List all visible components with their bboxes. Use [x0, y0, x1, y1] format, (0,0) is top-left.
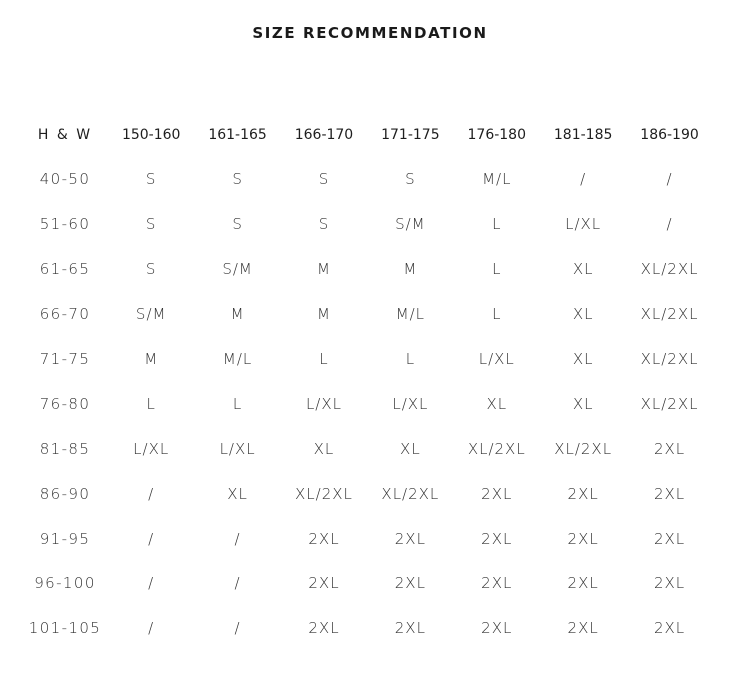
size-cell: 2XL	[567, 484, 599, 503]
size-cell: L/XL	[133, 439, 170, 458]
row-header-weight: 76-80	[39, 394, 91, 413]
table-row	[22, 516, 713, 561]
table-row	[22, 471, 713, 516]
size-cell: 2XL	[394, 574, 426, 593]
size-cell: L	[405, 350, 416, 368]
column-header: 181-185	[553, 127, 613, 143]
column-header: 161-165	[208, 127, 267, 143]
size-cell: M	[317, 260, 331, 279]
size-cell: S	[145, 215, 157, 234]
size-cell: S	[318, 215, 330, 234]
size-cell: 2XL	[653, 619, 686, 638]
table-body	[22, 157, 713, 651]
table-row	[22, 247, 713, 292]
column-header: 186-190	[640, 127, 699, 143]
size-cell: L	[319, 350, 329, 368]
row-header-weight: 86-90	[39, 484, 91, 503]
size-cell: L	[146, 394, 156, 413]
size-cell: S	[145, 260, 157, 279]
size-cell: /	[148, 574, 155, 593]
size-cell: /	[148, 529, 155, 548]
size-cell: M/L	[482, 170, 512, 189]
size-cell: XL/2XL	[640, 260, 699, 279]
size-cell: 2XL	[481, 484, 513, 503]
size-cell: XL/2XL	[640, 350, 699, 368]
table-row	[22, 606, 713, 651]
size-cell: 2XL	[481, 529, 513, 548]
size-cell: M	[230, 305, 245, 324]
row-header-weight: 66-70	[39, 305, 91, 324]
size-cell: 2XL	[567, 529, 599, 548]
size-cell: 2XL	[567, 619, 599, 638]
size-cell: M/L	[395, 305, 426, 324]
size-cell: S/M	[222, 260, 253, 279]
size-cell: /	[234, 619, 241, 638]
size-cell: XL/2XL	[554, 439, 613, 458]
size-cell: XL/2XL	[640, 394, 699, 413]
size-cell: XL	[400, 439, 421, 458]
size-cell: S	[232, 170, 243, 189]
size-cell: L	[492, 305, 502, 324]
size-cell: L	[492, 215, 502, 234]
size-cell: XL/2XL	[467, 439, 526, 458]
column-header: 166-170	[294, 127, 354, 143]
size-cell: 2XL	[653, 439, 686, 458]
size-cell: /	[666, 170, 673, 189]
size-cell: /	[148, 619, 155, 638]
size-cell: 2XL	[653, 574, 686, 593]
size-cell: XL	[572, 260, 594, 279]
size-cell: 2XL	[567, 574, 599, 593]
size-cell: /	[666, 215, 673, 234]
page-title: SIZE RECOMMENDATION	[252, 24, 488, 42]
size-cell: S/M	[135, 305, 167, 324]
size-cell: 2XL	[394, 529, 426, 548]
table-row	[22, 561, 713, 606]
size-cell: 2XL	[481, 619, 513, 638]
size-cell: XL	[572, 350, 594, 368]
size-cell: M	[403, 260, 418, 279]
size-cell: 2XL	[481, 574, 513, 593]
size-cell: M	[317, 305, 331, 324]
size-cell: 2XL	[653, 529, 686, 548]
column-header: 171-175	[381, 127, 440, 143]
table-header-row	[22, 113, 713, 157]
table-row	[22, 381, 713, 426]
column-header: 150-160	[121, 127, 181, 143]
size-cell: 2XL	[308, 529, 340, 548]
table-row	[22, 337, 713, 382]
size-cell: S	[318, 170, 330, 189]
size-recommendation-table	[22, 113, 713, 651]
size-cell: XL/2XL	[640, 305, 699, 324]
size-cell: S	[232, 215, 243, 234]
size-cell: XL/2XL	[295, 484, 353, 503]
size-cell: S/M	[395, 215, 426, 234]
size-cell: 2XL	[394, 619, 426, 638]
row-header-weight: 71-75	[39, 350, 91, 368]
size-cell: /	[148, 484, 155, 503]
size-cell: 2XL	[308, 574, 340, 593]
corner-header: H & W	[37, 127, 93, 143]
row-header-weight: 51-60	[39, 215, 91, 234]
row-header-weight: 91-95	[39, 529, 91, 548]
size-cell: XL	[313, 439, 335, 458]
size-cell: XL	[572, 394, 594, 413]
size-cell: XL/2XL	[381, 484, 440, 503]
size-cell: XL	[227, 484, 248, 503]
row-header-weight: 96-100	[34, 574, 96, 593]
size-cell: L/XL	[392, 394, 429, 413]
size-cell: M/L	[222, 350, 253, 368]
size-cell: L	[492, 260, 502, 279]
column-header: 176-180	[467, 127, 526, 143]
size-cell: /	[234, 574, 241, 593]
size-cell: /	[234, 529, 241, 548]
size-cell: XL	[486, 394, 508, 413]
row-header-weight: 81-85	[39, 439, 91, 458]
row-header-weight: 40-50	[39, 170, 91, 189]
row-header-weight: 101-105	[28, 619, 102, 638]
size-cell: L/XL	[565, 215, 602, 234]
size-cell: M	[144, 350, 159, 368]
size-cell: 2XL	[653, 484, 686, 503]
size-cell: L	[232, 394, 243, 413]
size-cell: XL	[572, 305, 594, 324]
row-header-weight: 61-65	[39, 260, 91, 279]
size-cell: /	[580, 170, 587, 189]
table-row	[22, 426, 713, 471]
table-row	[22, 292, 713, 337]
size-cell: L/XL	[305, 394, 342, 413]
size-cell: L/XL	[219, 439, 256, 458]
size-cell: L/XL	[478, 350, 515, 368]
table-row	[22, 202, 713, 247]
size-cell: S	[405, 170, 416, 189]
table-row	[22, 157, 713, 202]
size-cell: S	[145, 170, 157, 189]
size-cell: 2XL	[308, 619, 340, 638]
